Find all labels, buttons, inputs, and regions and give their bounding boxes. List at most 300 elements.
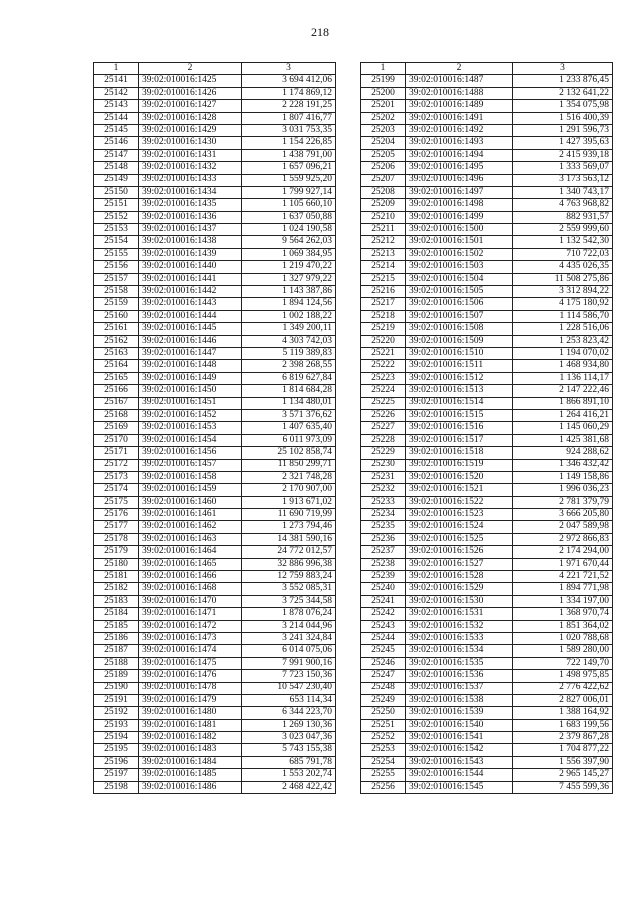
cadastral-number-cell: 39:02:010016:1539	[406, 707, 513, 719]
value-cell: 1 427 395,63	[513, 137, 613, 149]
table-row	[361, 261, 613, 273]
table-row	[94, 632, 336, 644]
value-cell: 1 556 397,90	[513, 756, 613, 768]
value-cell: 1 145 060,29	[513, 422, 613, 434]
row-number-cell: 25229	[361, 447, 406, 459]
cadastral-number-cell: 39:02:010016:1483	[139, 744, 242, 756]
header-cell-3: 3	[242, 63, 336, 75]
value-cell: 1 349 200,11	[242, 323, 336, 335]
cadastral-number-cell: 39:02:010016:1541	[406, 732, 513, 744]
value-cell: 1 996 036,23	[513, 484, 613, 496]
row-number-cell: 25179	[94, 546, 139, 558]
cadastral-number-cell: 39:02:010016:1500	[406, 224, 513, 236]
table-row	[94, 236, 336, 248]
value-cell: 2 170 907,00	[242, 484, 336, 496]
table-row	[94, 87, 336, 99]
row-number-cell: 25248	[361, 682, 406, 694]
row-number-cell: 25143	[94, 100, 139, 112]
cadastral-number-cell: 39:02:010016:1454	[139, 434, 242, 446]
table-row	[94, 707, 336, 719]
value-cell: 3 241 324,84	[242, 632, 336, 644]
cadastral-number-cell: 39:02:010016:1486	[139, 781, 242, 793]
cadastral-number-cell: 39:02:010016:1502	[406, 248, 513, 260]
cadastral-number-cell: 39:02:010016:1521	[406, 484, 513, 496]
cadastral-number-cell: 39:02:010016:1485	[139, 769, 242, 781]
header-cell-2: 2	[406, 63, 513, 75]
table-row	[361, 149, 613, 161]
value-cell: 1 516 400,39	[513, 112, 613, 124]
row-number-cell: 25183	[94, 595, 139, 607]
cadastral-number-cell: 39:02:010016:1510	[406, 347, 513, 359]
row-number-cell: 25221	[361, 347, 406, 359]
value-cell: 1 894 124,56	[242, 298, 336, 310]
row-number-cell: 25188	[94, 657, 139, 669]
table-row	[94, 137, 336, 149]
table-row	[94, 484, 336, 496]
row-number-cell: 25187	[94, 645, 139, 657]
cadastral-number-cell: 39:02:010016:1457	[139, 459, 242, 471]
row-number-cell: 25205	[361, 149, 406, 161]
value-cell: 1 228 516,06	[513, 323, 613, 335]
row-number-cell: 25166	[94, 385, 139, 397]
table-row	[94, 719, 336, 731]
table-row	[361, 732, 613, 744]
cadastral-number-cell: 39:02:010016:1458	[139, 471, 242, 483]
value-cell: 1 407 635,40	[242, 422, 336, 434]
row-number-cell: 25146	[94, 137, 139, 149]
row-number-cell: 25153	[94, 224, 139, 236]
table-row	[361, 112, 613, 124]
table-row	[361, 521, 613, 533]
table-row	[94, 186, 336, 198]
cadastral-number-cell: 39:02:010016:1501	[406, 236, 513, 248]
table-row	[94, 769, 336, 781]
value-cell: 1 174 869,12	[242, 87, 336, 99]
row-number-cell: 25237	[361, 546, 406, 558]
cadastral-number-cell: 39:02:010016:1450	[139, 385, 242, 397]
value-cell: 3 666 205,80	[513, 509, 613, 521]
row-number-cell: 25226	[361, 409, 406, 421]
table-row	[361, 620, 613, 632]
table-row	[94, 732, 336, 744]
cadastral-number-cell: 39:02:010016:1462	[139, 521, 242, 533]
cadastral-number-cell: 39:02:010016:1479	[139, 694, 242, 706]
value-cell: 1 637 050,88	[242, 211, 336, 223]
table-row	[361, 310, 613, 322]
value-cell: 1 273 794,46	[242, 521, 336, 533]
table-row	[94, 781, 336, 793]
table-row	[94, 397, 336, 409]
table-row	[361, 236, 613, 248]
value-cell: 1 799 927,14	[242, 186, 336, 198]
table-row	[94, 694, 336, 706]
value-cell: 1 269 130,36	[242, 719, 336, 731]
cadastral-number-cell: 39:02:010016:1446	[139, 335, 242, 347]
table-row	[361, 360, 613, 372]
row-number-cell: 25150	[94, 186, 139, 198]
cadastral-number-cell: 39:02:010016:1432	[139, 162, 242, 174]
value-cell: 2 972 866,83	[513, 533, 613, 545]
table-row	[94, 273, 336, 285]
table-row	[94, 211, 336, 223]
row-number-cell: 25172	[94, 459, 139, 471]
table-row	[94, 372, 336, 384]
table-row	[361, 323, 613, 335]
value-cell: 14 381 590,16	[242, 533, 336, 545]
value-cell: 3 725 344,58	[242, 595, 336, 607]
row-number-cell: 25157	[94, 273, 139, 285]
table-row	[94, 459, 336, 471]
table-row	[94, 744, 336, 756]
table-row	[94, 162, 336, 174]
value-cell: 5 743 155,38	[242, 744, 336, 756]
cadastral-number-cell: 39:02:010016:1466	[139, 571, 242, 583]
value-cell: 12 759 883,24	[242, 571, 336, 583]
row-number-cell: 25193	[94, 719, 139, 731]
row-number-cell: 25170	[94, 434, 139, 446]
cadastral-number-cell: 39:02:010016:1438	[139, 236, 242, 248]
cadastral-number-cell: 39:02:010016:1428	[139, 112, 242, 124]
table-row	[361, 707, 613, 719]
cadastral-number-cell: 39:02:010016:1444	[139, 310, 242, 322]
value-cell: 1 438 791,00	[242, 149, 336, 161]
table-row	[94, 558, 336, 570]
table-row	[361, 335, 613, 347]
value-cell: 6 014 075,06	[242, 645, 336, 657]
value-cell: 1 334 197,00	[513, 595, 613, 607]
table-row	[94, 620, 336, 632]
row-number-cell: 25215	[361, 273, 406, 285]
value-cell: 1 354 075,98	[513, 100, 613, 112]
cadastral-number-cell: 39:02:010016:1492	[406, 124, 513, 136]
cadastral-number-cell: 39:02:010016:1543	[406, 756, 513, 768]
cadastral-number-cell: 39:02:010016:1495	[406, 162, 513, 174]
row-number-cell: 25222	[361, 360, 406, 372]
cadastral-number-cell: 39:02:010016:1453	[139, 422, 242, 434]
row-number-cell: 25154	[94, 236, 139, 248]
cadastral-number-cell: 39:02:010016:1430	[139, 137, 242, 149]
table-row	[94, 608, 336, 620]
table-row	[94, 496, 336, 508]
row-number-cell: 25199	[361, 75, 406, 87]
value-cell: 1 851 364,02	[513, 620, 613, 632]
cadastral-number-cell: 39:02:010016:1478	[139, 682, 242, 694]
value-cell: 2 321 748,28	[242, 471, 336, 483]
row-number-cell: 25242	[361, 608, 406, 620]
row-number-cell: 25238	[361, 558, 406, 570]
table-row	[361, 447, 613, 459]
cadastral-number-cell: 39:02:010016:1528	[406, 571, 513, 583]
table-row	[361, 756, 613, 768]
table-row	[361, 682, 613, 694]
table-row	[94, 471, 336, 483]
value-cell: 3 173 563,12	[513, 174, 613, 186]
table-row	[361, 75, 613, 87]
value-cell: 1 814 684,28	[242, 385, 336, 397]
row-number-cell: 25198	[94, 781, 139, 793]
table-row	[361, 769, 613, 781]
table-row	[361, 583, 613, 595]
value-cell: 1 553 202,74	[242, 769, 336, 781]
cadastral-number-cell: 39:02:010016:1520	[406, 471, 513, 483]
value-cell: 1 468 934,80	[513, 360, 613, 372]
row-number-cell: 25252	[361, 732, 406, 744]
row-number-cell: 25217	[361, 298, 406, 310]
cadastral-number-cell: 39:02:010016:1524	[406, 521, 513, 533]
header-cell-2: 2	[139, 63, 242, 75]
table-row	[94, 447, 336, 459]
row-number-cell: 25218	[361, 310, 406, 322]
row-number-cell: 25214	[361, 261, 406, 273]
cadastral-number-cell: 39:02:010016:1470	[139, 595, 242, 607]
value-cell: 924 288,62	[513, 447, 613, 459]
value-cell: 4 763 968,82	[513, 199, 613, 211]
row-number-cell: 25147	[94, 149, 139, 161]
table-row	[94, 310, 336, 322]
row-number-cell: 25230	[361, 459, 406, 471]
table-row	[361, 186, 613, 198]
value-cell: 1 333 569,07	[513, 162, 613, 174]
value-cell: 4 175 180,92	[513, 298, 613, 310]
value-cell: 3 552 085,31	[242, 583, 336, 595]
value-cell: 4 435 026,35	[513, 261, 613, 273]
row-number-cell: 25167	[94, 397, 139, 409]
row-number-cell: 25234	[361, 509, 406, 521]
left-table-body	[94, 63, 336, 794]
row-number-cell: 25162	[94, 335, 139, 347]
row-number-cell: 25254	[361, 756, 406, 768]
value-cell: 1 425 381,68	[513, 434, 613, 446]
row-number-cell: 25201	[361, 100, 406, 112]
cadastral-number-cell: 39:02:010016:1463	[139, 533, 242, 545]
cadastral-number-cell: 39:02:010016:1515	[406, 409, 513, 421]
row-number-cell: 25210	[361, 211, 406, 223]
cadastral-number-cell: 39:02:010016:1475	[139, 657, 242, 669]
value-cell: 3 031 753,35	[242, 124, 336, 136]
cadastral-number-cell: 39:02:010016:1503	[406, 261, 513, 273]
table-row	[94, 224, 336, 236]
value-cell: 2 379 867,28	[513, 732, 613, 744]
row-number-cell: 25204	[361, 137, 406, 149]
row-number-cell: 25195	[94, 744, 139, 756]
table-row	[361, 273, 613, 285]
table-row	[94, 199, 336, 211]
value-cell: 1 132 542,30	[513, 236, 613, 248]
row-number-cell: 25142	[94, 87, 139, 99]
table-row	[94, 509, 336, 521]
table-row	[94, 286, 336, 298]
value-cell: 1 143 387,86	[242, 286, 336, 298]
value-cell: 1 194 070,02	[513, 347, 613, 359]
row-number-cell: 25152	[94, 211, 139, 223]
value-cell: 1 878 076,24	[242, 608, 336, 620]
row-number-cell: 25247	[361, 670, 406, 682]
table-row	[94, 360, 336, 372]
cadastral-number-cell: 39:02:010016:1545	[406, 781, 513, 793]
cadastral-number-cell: 39:02:010016:1449	[139, 372, 242, 384]
value-cell: 7 723 150,36	[242, 670, 336, 682]
cadastral-number-cell: 39:02:010016:1461	[139, 509, 242, 521]
table-row	[94, 75, 336, 87]
value-cell: 1 327 979,22	[242, 273, 336, 285]
value-cell: 2 047 589,98	[513, 521, 613, 533]
table-row	[361, 199, 613, 211]
row-number-cell: 25185	[94, 620, 139, 632]
cadastral-number-cell: 39:02:010016:1506	[406, 298, 513, 310]
table-row	[361, 87, 613, 99]
row-number-cell: 25148	[94, 162, 139, 174]
table-row	[361, 533, 613, 545]
cadastral-number-cell: 39:02:010016:1447	[139, 347, 242, 359]
table-row	[361, 471, 613, 483]
table-row	[361, 645, 613, 657]
value-cell: 1 368 970,74	[513, 608, 613, 620]
value-cell: 1 894 771,98	[513, 583, 613, 595]
table-row	[361, 670, 613, 682]
table-row	[361, 174, 613, 186]
cadastral-number-cell: 39:02:010016:1460	[139, 496, 242, 508]
table-row	[361, 657, 613, 669]
cadastral-number-cell: 39:02:010016:1434	[139, 186, 242, 198]
row-number-cell: 25232	[361, 484, 406, 496]
value-cell: 2 965 145,27	[513, 769, 613, 781]
row-number-cell: 25176	[94, 509, 139, 521]
row-number-cell: 25197	[94, 769, 139, 781]
table-row	[94, 546, 336, 558]
cadastral-number-cell: 39:02:010016:1516	[406, 422, 513, 434]
row-number-cell: 25202	[361, 112, 406, 124]
value-cell: 1 136 114,17	[513, 372, 613, 384]
row-number-cell: 25191	[94, 694, 139, 706]
table-row	[361, 286, 613, 298]
cadastral-number-cell: 39:02:010016:1496	[406, 174, 513, 186]
value-cell: 1 657 096,21	[242, 162, 336, 174]
row-number-cell: 25194	[94, 732, 139, 744]
table-row	[94, 571, 336, 583]
table-row	[94, 521, 336, 533]
cadastral-number-cell: 39:02:010016:1498	[406, 199, 513, 211]
cadastral-number-cell: 39:02:010016:1439	[139, 248, 242, 260]
row-number-cell: 25158	[94, 286, 139, 298]
row-number-cell: 25249	[361, 694, 406, 706]
cadastral-number-cell: 39:02:010016:1452	[139, 409, 242, 421]
table-row	[94, 149, 336, 161]
row-number-cell: 25161	[94, 323, 139, 335]
table-header-row	[361, 63, 613, 75]
value-cell: 1 807 416,77	[242, 112, 336, 124]
cadastral-number-cell: 39:02:010016:1507	[406, 310, 513, 322]
table-row	[94, 323, 336, 335]
value-cell: 1 024 190,58	[242, 224, 336, 236]
cadastral-number-cell: 39:02:010016:1525	[406, 533, 513, 545]
value-cell: 11 690 719,99	[242, 509, 336, 521]
value-cell: 1 913 671,02	[242, 496, 336, 508]
cadastral-number-cell: 39:02:010016:1533	[406, 632, 513, 644]
cadastral-number-cell: 39:02:010016:1456	[139, 447, 242, 459]
value-cell: 1 020 788,68	[513, 632, 613, 644]
table-row	[94, 756, 336, 768]
row-number-cell: 25189	[94, 670, 139, 682]
table-row	[361, 459, 613, 471]
value-cell: 653 114,34	[242, 694, 336, 706]
row-number-cell: 25186	[94, 632, 139, 644]
value-cell: 1 264 416,21	[513, 409, 613, 421]
row-number-cell: 25165	[94, 372, 139, 384]
value-cell: 1 559 925,20	[242, 174, 336, 186]
value-cell: 1 704 877,22	[513, 744, 613, 756]
table-row	[361, 248, 613, 260]
row-number-cell: 25203	[361, 124, 406, 136]
cadastral-number-cell: 39:02:010016:1435	[139, 199, 242, 211]
value-cell: 6 011 973,09	[242, 434, 336, 446]
table-row	[361, 694, 613, 706]
value-cell: 1 105 660,10	[242, 199, 336, 211]
cadastral-number-cell: 39:02:010016:1489	[406, 100, 513, 112]
cadastral-number-cell: 39:02:010016:1536	[406, 670, 513, 682]
row-number-cell: 25159	[94, 298, 139, 310]
row-number-cell: 25164	[94, 360, 139, 372]
table-row	[361, 162, 613, 174]
cadastral-number-cell: 39:02:010016:1531	[406, 608, 513, 620]
cadastral-number-cell: 39:02:010016:1518	[406, 447, 513, 459]
cadastral-number-cell: 39:02:010016:1437	[139, 224, 242, 236]
row-number-cell: 25177	[94, 521, 139, 533]
cadastral-number-cell: 39:02:010016:1448	[139, 360, 242, 372]
table-row	[361, 422, 613, 434]
table-row	[94, 174, 336, 186]
row-number-cell: 25227	[361, 422, 406, 434]
row-number-cell: 25213	[361, 248, 406, 260]
table-row	[361, 496, 613, 508]
cadastral-number-cell: 39:02:010016:1473	[139, 632, 242, 644]
table-row	[94, 682, 336, 694]
page-number: 218	[311, 25, 329, 39]
cadastral-number-cell: 39:02:010016:1504	[406, 273, 513, 285]
row-number-cell: 25243	[361, 620, 406, 632]
table-row	[361, 434, 613, 446]
cadastral-number-cell: 39:02:010016:1534	[406, 645, 513, 657]
row-number-cell: 25149	[94, 174, 139, 186]
value-cell: 6 819 627,84	[242, 372, 336, 384]
cadastral-number-cell: 39:02:010016:1468	[139, 583, 242, 595]
row-number-cell: 25173	[94, 471, 139, 483]
cadastral-number-cell: 39:02:010016:1474	[139, 645, 242, 657]
row-number-cell: 25224	[361, 385, 406, 397]
value-cell: 6 344 223,70	[242, 707, 336, 719]
value-cell: 2 228 191,25	[242, 100, 336, 112]
table-row	[94, 347, 336, 359]
table-row	[94, 298, 336, 310]
row-number-cell: 25212	[361, 236, 406, 248]
row-number-cell: 25209	[361, 199, 406, 211]
value-cell: 2 776 422,62	[513, 682, 613, 694]
value-cell: 1 340 743,17	[513, 186, 613, 198]
row-number-cell: 25231	[361, 471, 406, 483]
row-number-cell: 25174	[94, 484, 139, 496]
table-row	[361, 397, 613, 409]
cadastral-number-cell: 39:02:010016:1431	[139, 149, 242, 161]
cadastral-number-cell: 39:02:010016:1429	[139, 124, 242, 136]
value-cell: 685 791,78	[242, 756, 336, 768]
table-row	[94, 670, 336, 682]
row-number-cell: 25219	[361, 323, 406, 335]
row-number-cell: 25192	[94, 707, 139, 719]
row-number-cell: 25206	[361, 162, 406, 174]
row-number-cell: 25171	[94, 447, 139, 459]
cadastral-number-cell: 39:02:010016:1433	[139, 174, 242, 186]
row-number-cell: 25241	[361, 595, 406, 607]
row-number-cell: 25233	[361, 496, 406, 508]
